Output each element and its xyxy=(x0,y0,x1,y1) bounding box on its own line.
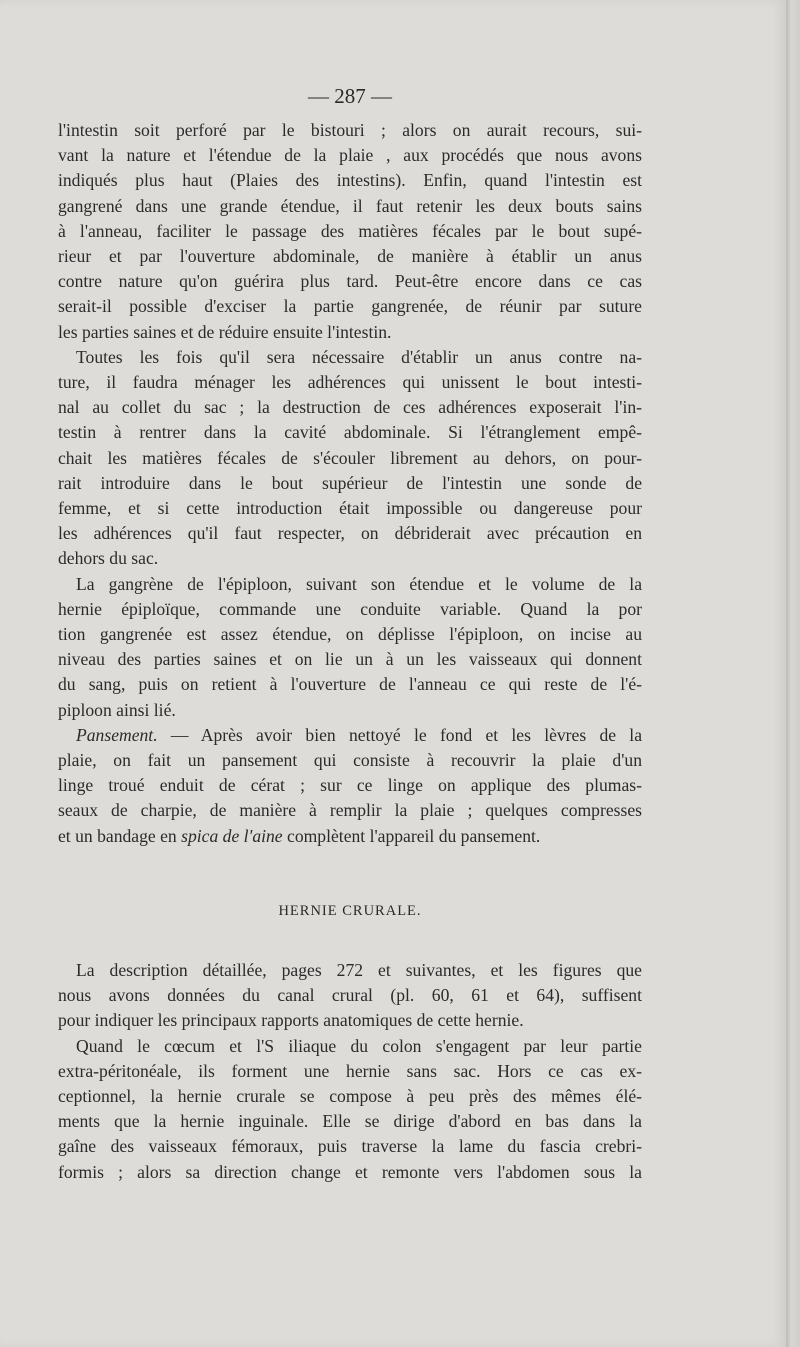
text-line: vant la nature et l'étendue de la plaie , aux procédés que nous avons xyxy=(58,145,642,166)
page-number: — 287 — xyxy=(308,84,392,108)
text-line: serait-il possible d'exciser la partie gangrenée, de réunir par suture xyxy=(58,296,642,317)
text-fragment: complètent l'appareil du pansement. xyxy=(287,825,541,846)
text-line: niveau des parties saines et on lie un à un les vaisseaux qui donnent xyxy=(58,649,642,670)
text-line: Quand le cœcum et l'S iliaque du colon s'engagent par leur partie xyxy=(76,1035,642,1056)
text-line: à l'anneau, faciliter le passage des matières fécales par le bout supé- xyxy=(58,220,642,241)
text-line: plaie, on fait un pansement qui consiste à recouvrir la plaie d'un xyxy=(58,750,642,771)
text-line: seaux de charpie, de manière à remplir la plaie ; quelques compresses xyxy=(58,800,642,821)
text-line: tion gangrenée est assez étendue, on déplisse l'épiploon, on incise au xyxy=(58,624,642,645)
text-line: dehors du sac. xyxy=(58,548,159,569)
text-line: les parties saines et de réduire ensuite l'intestin. xyxy=(58,321,392,342)
text-line: rieur et par l'ouverture abdominale, de manière à établir un anus xyxy=(58,246,642,267)
text-line: ture, il faudra ménager les adhérences qui unissent le bout intesti- xyxy=(58,372,642,393)
text-line: La description détaillée, pages 272 et suivantes, et les figures que xyxy=(76,960,642,980)
text-fragment: — Après avoir bien nettoyé le fond et les lèvres de la xyxy=(170,724,643,745)
text-line: femme, et si cette introduction était impossible ou dangereuse pour xyxy=(58,498,642,519)
text-line: nous avons données du canal crural (pl. 60, 61 et 64), suffisent xyxy=(58,985,642,1006)
text-line: Toutes les fois qu'il sera nécessaire d'établir un anus contre na- xyxy=(76,346,642,367)
text-line: linge troué enduit de cérat ; sur ce linge on applique des plumas- xyxy=(58,775,642,796)
text-line xyxy=(58,723,642,748)
text-line: contre nature qu'on guérira plus tard. Peut-être encore dans ce cas xyxy=(58,271,642,292)
body-text-section-1 xyxy=(58,118,642,849)
text-line: La gangrène de l'épiploon, suivant son étendue et le volume de la xyxy=(76,573,642,594)
text-line: extra-péritonéale, ils forment une hernie sans sac. Hors ce cas ex- xyxy=(58,1060,642,1081)
section-heading: HERNIE CRURALE. xyxy=(278,903,422,919)
pansement-label: Pansement. xyxy=(76,724,158,745)
text-line: indiqués plus haut (Plaies des intestins). Enfin, quand l'intestin est xyxy=(58,170,642,191)
text-line: ceptionnel, la hernie crurale se compose à peu près des mêmes élé- xyxy=(58,1086,642,1107)
text-line: rait introduire dans le bout supérieur de l'intestin une sonde de xyxy=(58,472,642,493)
text-line: formis ; alors sa direction change et remonte vers l'abdomen sous la xyxy=(58,1161,642,1182)
text-line: l'intestin soit perforé par le bistouri ; alors on aurait recours, sui- xyxy=(58,120,642,140)
text-line: ments que la hernie inguinale. Elle se dirige d'abord en bas dans la xyxy=(58,1111,642,1132)
text-line: pour indiquer les principaux rapports anatomiques de cette hernie. xyxy=(58,1010,524,1031)
text-line: gangrené dans une grande étendue, il faut retenir les deux bouts sains xyxy=(58,195,642,216)
text-fragment: et un bandage en xyxy=(58,825,177,846)
text-line xyxy=(58,824,642,849)
text-line: testin à rentrer dans la cavité abdominale. Si l'étranglement empê- xyxy=(58,422,642,443)
text-line: piploon ainsi lié. xyxy=(58,699,176,720)
text-line: gaîne des vaisseaux fémoraux, puis traverse la lame du fascia crebri- xyxy=(58,1136,642,1157)
text-line: nal au collet du sac ; la destruction de ces adhérences exposerait l'in- xyxy=(58,397,642,418)
page-edge xyxy=(786,0,800,1347)
text-line: du sang, puis on retient à l'ouverture de l'anneau ce qui reste de l'é- xyxy=(58,674,642,695)
text-line: hernie épiploïque, commande une conduite variable. Quand la por xyxy=(58,598,642,619)
spica-label: spica de l'aine xyxy=(181,825,283,846)
body-text-section-2 xyxy=(58,958,642,1185)
text-line: les adhérences qu'il faut respecter, on débriderait avec précaution en xyxy=(58,523,642,544)
text-line: chait les matières fécales de s'écouler librement au dehors, on pour- xyxy=(58,447,642,468)
